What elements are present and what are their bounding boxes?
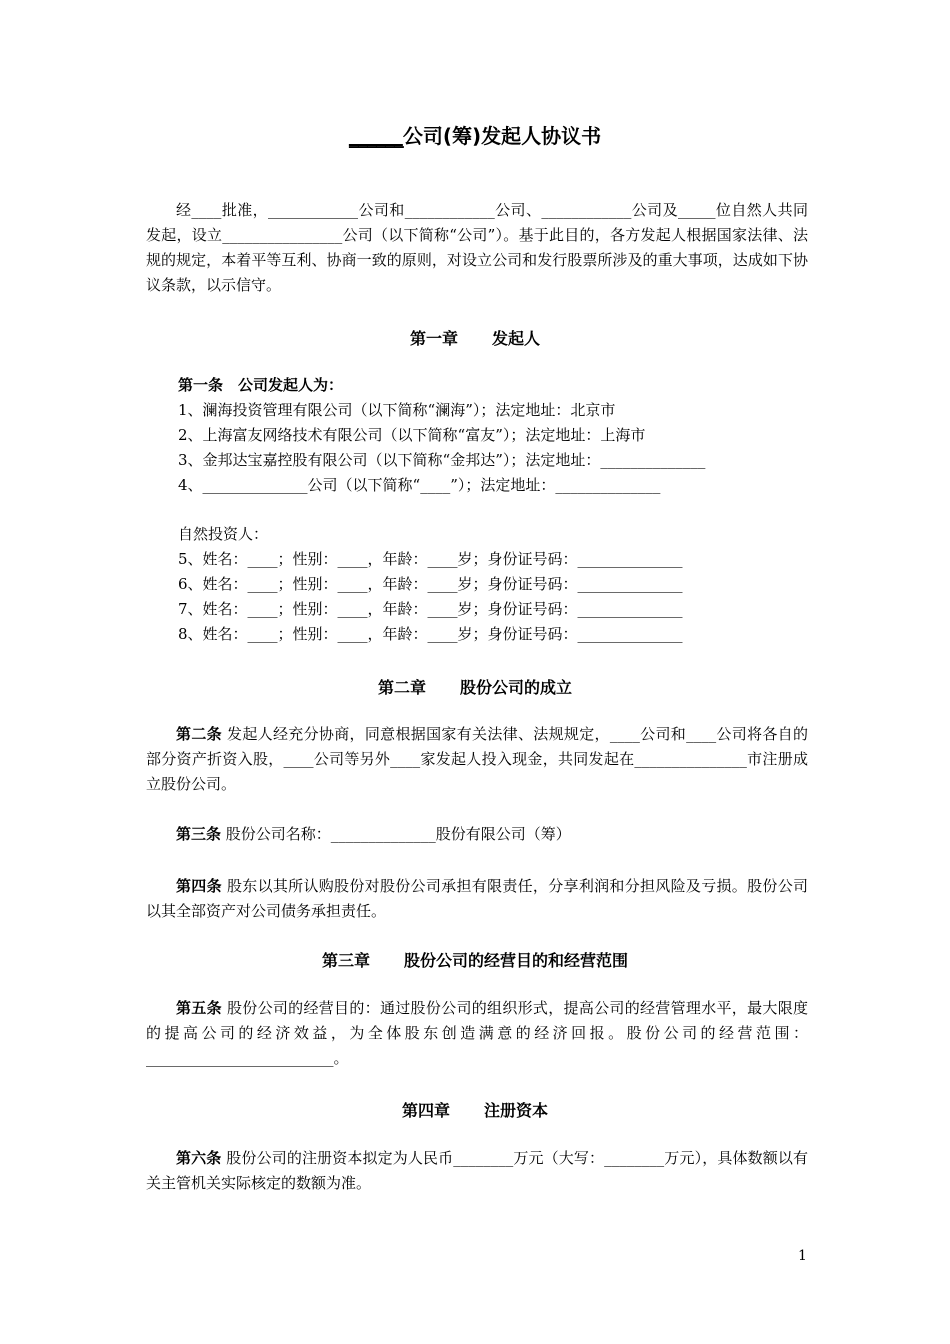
- chapter-3-heading: [0, 948, 950, 971]
- article-2-label: 第二条: [176, 725, 222, 743]
- natural-investors-heading: 自然投资人：: [178, 525, 269, 543]
- article-4-label: 第四条: [176, 877, 222, 895]
- article-4-text: 股东以其所认购股份对股份公司承担有限责任，分享利润和分担风险及亏损。股份公司以其全部资产对公司债务承担责任。: [146, 877, 808, 920]
- promoter-item: 1、澜海投资管理有限公司（以下简称“澜海”）；法定地址：北京市: [178, 401, 616, 419]
- promoter-item: 2、上海富友网络技术有限公司（以下简称“富友”）；法定地址：上海市: [178, 426, 646, 444]
- chapter-2-number: 第二章: [377, 678, 426, 697]
- article-1-heading: 第一条 公司发起人为：: [178, 376, 344, 394]
- natural-investor-item: 5、姓名：____；性别：____，年龄：____岁；身份证号码：______________: [178, 550, 683, 568]
- intro-paragraph: 经____批准，____________公司和____________公司、____________公司及_____位自然人共同发起，设立________________公司（以下简称“公司”）。基于此目的，各方发起人根据国家法律、法规的规定，本着平等互利、协商一致的原则，对设立公司和发行股票所涉及的重大事项，达成如下协议条款，以示信守。: [146, 201, 808, 294]
- article-5-label: 第五条: [176, 999, 222, 1017]
- article-3-label: 第三条: [176, 825, 222, 843]
- article-2-text: 发起人经充分协商，同意根据国家有关法律、法规规定，____公司和____公司将各自的部分资产折资入股，____公司等另外____家发起人投入现金，共同发起在_______________市注册成立股份公司。: [146, 725, 808, 793]
- chapter-4-heading: [0, 1098, 950, 1121]
- document-title: [0, 120, 950, 149]
- promoter-item: 3、金邦达宝嘉控股有限公司（以下简称“金邦达”）；法定地址：______________: [178, 451, 706, 469]
- article-2: [146, 722, 808, 797]
- chapter-3-name: 股份公司的经营目的和经营范围: [404, 951, 629, 970]
- article-6-label: 第六条: [176, 1149, 222, 1167]
- promoter-item: 4、______________公司（以下简称“____”）；法定地址：______________: [178, 476, 661, 494]
- chapter-3-number: 第三章: [321, 951, 370, 970]
- chapter-4-name: 注册资本: [484, 1101, 549, 1120]
- natural-investor-item: 7、姓名：____；性别：____，年龄：____岁；身份证号码：______________: [178, 600, 683, 618]
- chapter-2-name: 股份公司的成立: [460, 678, 573, 697]
- title-blank: ______: [348, 124, 403, 148]
- article-3: [146, 822, 808, 847]
- article-5-text: 股份公司的经营目的：通过股份公司的组织形式，提高公司的经营管理水平，最大限度的提高公司的经济效益，为全体股东创造满意的经济回报。股份公司的经营范围：_________________________。: [146, 999, 808, 1067]
- article-6-text: 股份公司的注册资本拟定为人民币________万元（大写：________万元），具体数额以有关主管机关实际核定的数额为准。: [146, 1149, 808, 1192]
- article-6: [146, 1146, 808, 1196]
- article-4: [146, 874, 808, 924]
- chapter-4-number: 第四章: [401, 1101, 450, 1120]
- natural-investor-item: 6、姓名：____；性别：____，年龄：____岁；身份证号码：______________: [178, 575, 683, 593]
- chapter-1-number: 第一章: [409, 329, 458, 348]
- article-3-text: 股份公司名称：______________股份有限公司（筹）: [221, 825, 571, 843]
- chapter-1-heading: [0, 326, 950, 349]
- title-text: 公司(筹)发起人协议书: [402, 124, 602, 148]
- page-number: 1: [798, 1248, 807, 1264]
- natural-investor-item: 8、姓名：____；性别：____，年龄：____岁；身份证号码：______________: [178, 625, 683, 643]
- chapter-2-heading: [0, 675, 950, 698]
- chapter-1-name: 发起人: [492, 329, 541, 348]
- article-5: [146, 996, 808, 1071]
